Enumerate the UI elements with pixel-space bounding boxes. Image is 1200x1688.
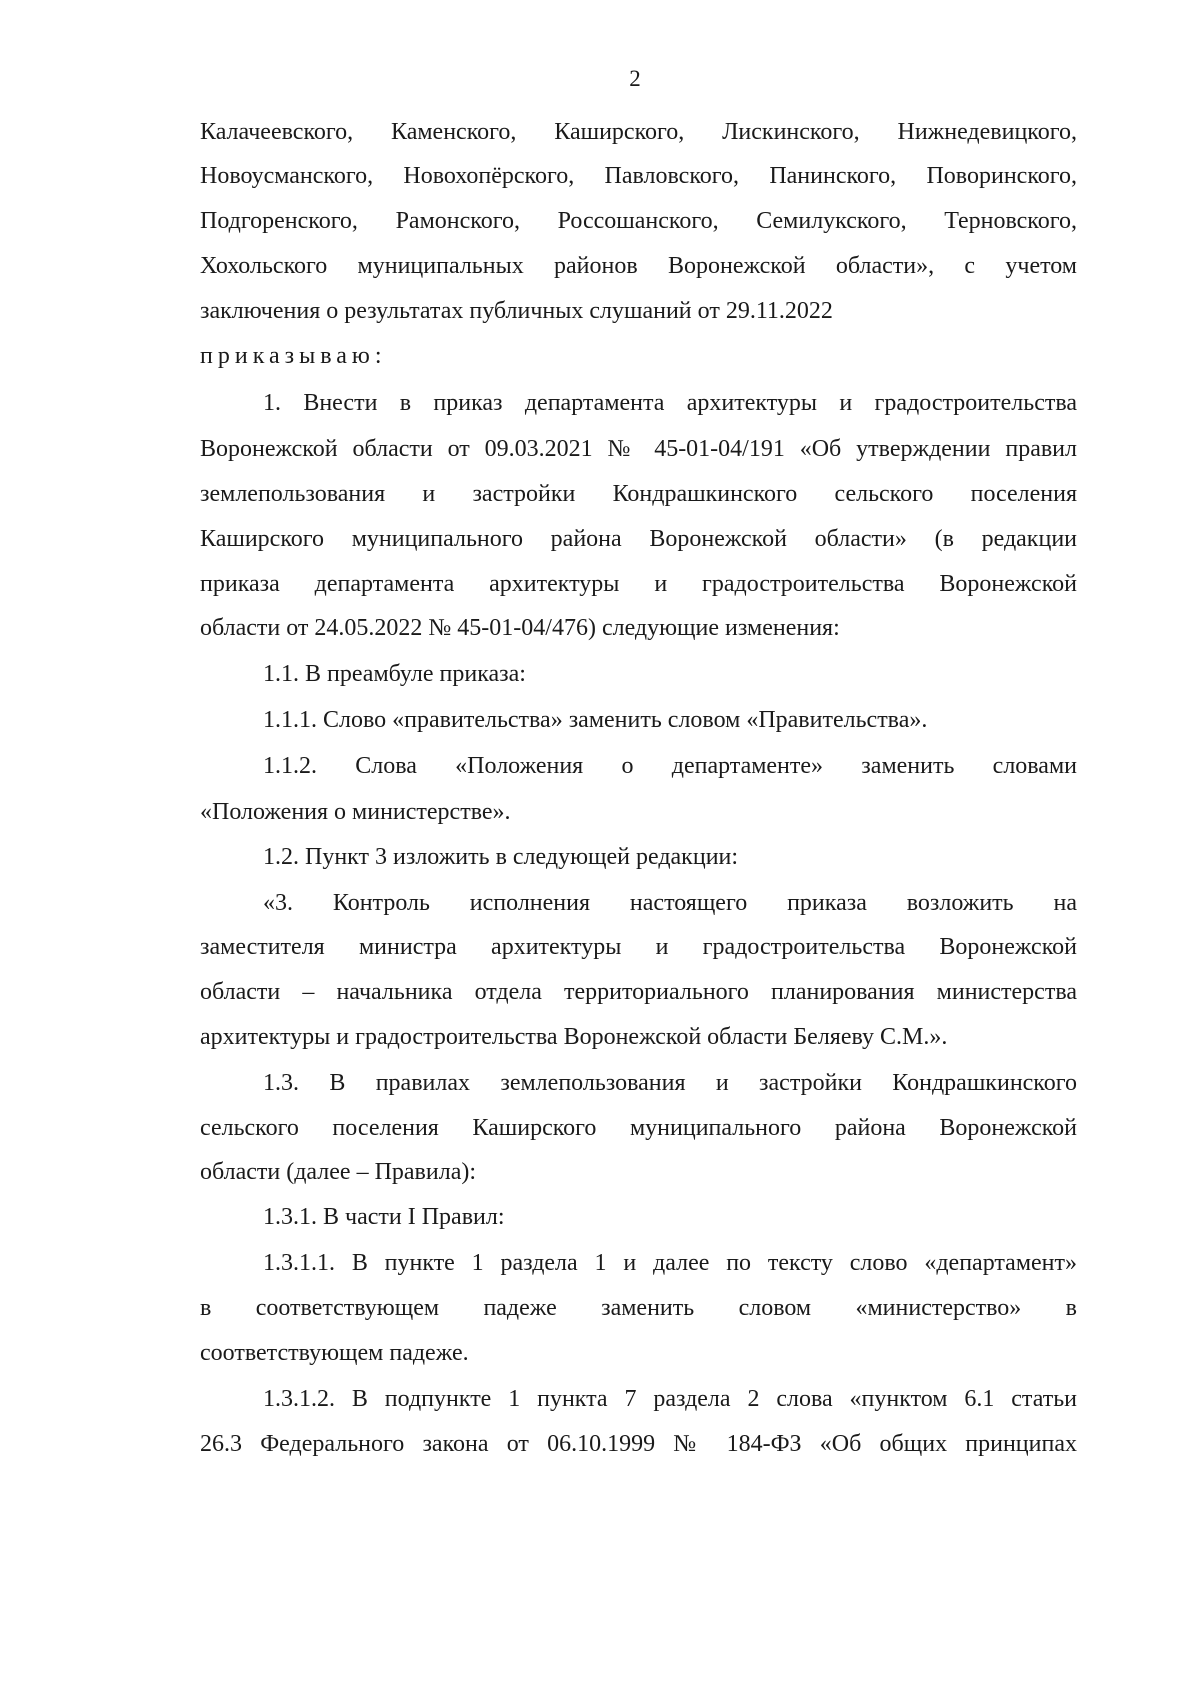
paragraph-first-line: 1.3.1.1. В пункте 1 раздела 1 и далее по тексту слово «департамент» [263,1250,1077,1276]
text-line: области (далее – Правила): [200,1159,477,1185]
page-number: 2 [629,66,641,91]
paragraph-first-line: 1.3. В правилах землепользования и застройки Кондрашкинского [263,1070,1077,1096]
text-line: архитектуры и градостроительства Воронежской области Беляеву С.М.». [200,1024,948,1050]
text-line: области от 24.05.2022 № 45-01-04/476) следующие изменения: [200,615,840,641]
paragraph-first-line: 1.3.1. В части I Правил: [263,1204,505,1230]
text-line: «Положения о министерстве». [200,799,511,825]
text-line: 26.3 Федерального закона от 06.10.1999 № 184-ФЗ «Об общих принципах [200,1431,1077,1457]
paragraph-first-line: 1.1. В преамбуле приказа: [263,661,526,687]
text-line: Хохольского муниципальных районов Воронежской области», с учетом [200,253,1077,279]
text-line: сельского поселения Каширского муниципального района Воронежской [200,1115,1077,1141]
paragraph-first-line: 1.1.1. Слово «правительства» заменить словом «Правительства». [263,707,928,733]
paragraph-first-line: 1. Внести в приказ департамента архитектуры и градостроительства [263,390,1077,416]
text-line: приказываю: [200,343,387,369]
text-line: Подгоренского, Рамонского, Россошанского, Семилукского, Терновского, [200,208,1077,234]
text-line: области – начальника отдела территориального планирования министерства [200,979,1077,1005]
text-line: в соответствующем падеже заменить словом «министерство» в [200,1295,1077,1321]
text-line: заключения о результатах публичных слушаний от 29.11.2022 [200,298,833,324]
text-line: приказа департамента архитектуры и градостроительства Воронежской [200,571,1077,597]
text-line: Воронежской области от 09.03.2021 № 45-01-04/191 «Об утверждении правил [200,436,1077,462]
text-line: заместителя министра архитектуры и градостроительства Воронежской [200,934,1077,960]
paragraph-first-line: 1.3.1.2. В подпункте 1 пункта 7 раздела 2 слова «пунктом 6.1 статьи [263,1386,1077,1412]
text-line: землепользования и застройки Кондрашкинского сельского поселения [200,481,1077,507]
paragraph-first-line: 1.1.2. Слова «Положения о департаменте» заменить словами [263,753,1077,779]
paragraph-first-line: «3. Контроль исполнения настоящего приказа возложить на [263,890,1077,916]
paragraph-first-line: 1.2. Пункт 3 изложить в следующей редакции: [263,844,739,870]
text-line: Калачеевского, Каменского, Каширского, Лискинского, Нижнедевицкого, [200,119,1077,145]
text-line: Каширского муниципального района Воронежской области» (в редакции [200,526,1077,552]
text-line: соответствующем падеже. [200,1340,469,1366]
text-line: Новоусманского, Новохопёрского, Павловского, Панинского, Поворинского, [200,163,1077,189]
